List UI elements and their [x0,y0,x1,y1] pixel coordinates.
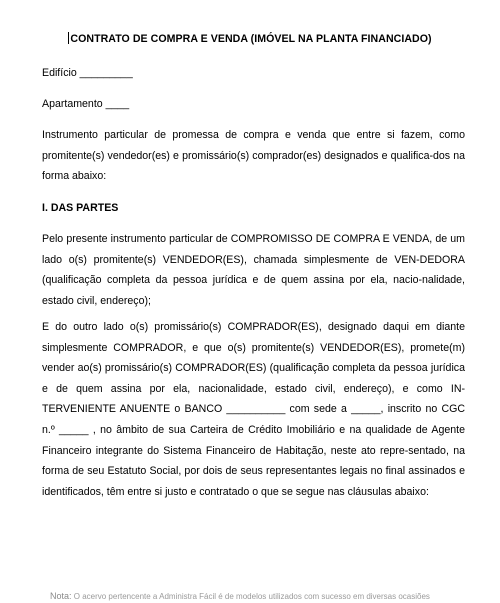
section-heading-parties: I. DAS PARTES [42,202,119,214]
footer-note-text: O acervo pertencente a Administra Fácil é de modelos utilizados com sucesso em diversas ocasiões [73,592,430,601]
parties-paragraph-2: E do outro lado o(s) promissário(s) COMPRADOR(ES), designado daqui em diante simplesmente COMPRADOR, e que o(s) promitente(s) VENDEDOR(ES), promete(m) vender ao(s) promissário(s) COMPRADOR(ES) (qualificação completa da pessoa jurídica e de quem assina por ela, nacionalidade, estado civil, endereço), e como IN-TERVENIENTE ANUENTE o BANCO __________ com sede a _____, inscrito no CGC n.º _____ , no âmbito de sua Carteira de Crédito Imobiliário e na qualidade de Agente Financeiro integrante do Sistema Financeiro de Habitação, neste ato repre-sentado, na forma de seu Estatuto Social, por dois de seus representantes legais no final assinados e identificados, têm entre si justo e contratado o que se segue nas cláusulas abaixo: [42,321,465,498]
parties-paragraph-1: Pelo presente instrumento particular de COMPROMISSO DE COMPRA E VENDA, de um lado o(s) promitente(s) VENDEDOR(ES), chamada simplesmente de VEN-DEDORA (qualificação completa da pessoa jurídica e de quem assina por ela, nacio-nalidade, estado civil, endereço); [42,233,465,307]
footer-note-label: Nota: [50,591,72,601]
document-title-text: CONTRATO DE COMPRA E VENDA (IMÓVEL NA PLANTA FINANCIADO) [70,33,432,45]
document-title [0,32,500,46]
footer-note [50,590,430,603]
building-field[interactable]: Edifício _________ [42,67,133,79]
apartment-field[interactable]: Apartamento ____ [42,98,130,110]
intro-paragraph: Instrumento particular de promessa de compra e venda que entre si fazem, como promitente(s) vendedor(es) e promissário(s) comprador(es) designados e qualifica-dos na forma abaixo: [42,129,465,183]
